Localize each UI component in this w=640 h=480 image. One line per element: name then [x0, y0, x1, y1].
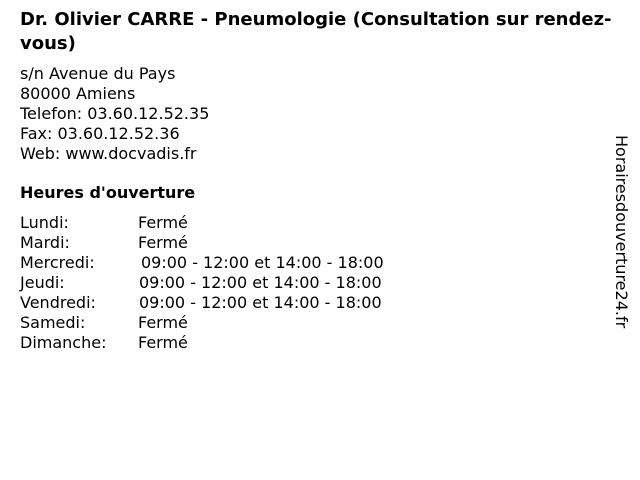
day-label: Vendredi: [20, 293, 96, 312]
day-hours: 09:00 - 12:00 et 14:00 - 18:00 [139, 293, 382, 312]
city-postcode: 80000 Amiens [20, 84, 136, 103]
day-hours: Fermé [138, 233, 188, 252]
day-label: Jeudi: [20, 273, 65, 292]
day-label: Dimanche: [20, 333, 107, 352]
day-label: Mardi: [20, 233, 70, 252]
opening-hours-heading: Heures d'ouverture [20, 183, 196, 202]
day-label: Lundi: [20, 213, 69, 232]
day-hours: Fermé [138, 213, 188, 232]
website: Web: www.docvadis.fr [20, 144, 197, 163]
site-watermark: Horairesdouverture24.fr [612, 135, 631, 329]
day-hours: 09:00 - 12:00 et 14:00 - 18:00 [139, 273, 382, 292]
day-hours: 09:00 - 12:00 et 14:00 - 18:00 [141, 253, 384, 272]
street-address: s/n Avenue du Pays [20, 64, 176, 83]
day-hours: Fermé [138, 313, 188, 332]
phone-number: Telefon: 03.60.12.52.35 [20, 104, 210, 123]
day-label: Samedi: [20, 313, 86, 332]
day-label: Mercredi: [20, 253, 95, 272]
page-title: Dr. Olivier CARRE - Pneumologie (Consultation sur rendez-vous) [20, 9, 612, 54]
address-block [20, 64, 209, 164]
fax-number: Fax: 03.60.12.52.36 [20, 124, 180, 143]
day-hours: Fermé [138, 333, 188, 352]
